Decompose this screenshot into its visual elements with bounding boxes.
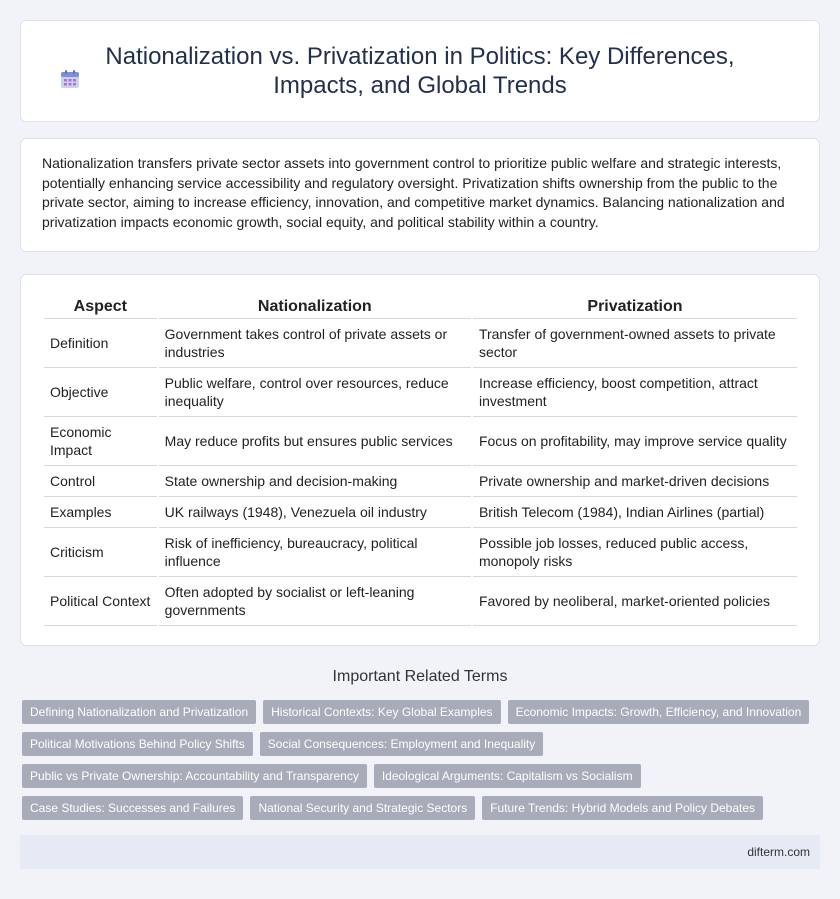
aspect-cell: Political Context [44,577,157,626]
privatization-cell: Increase efficiency, boost competition, attract investment [473,368,797,417]
related-terms-tags [22,700,822,828]
tag-row [22,796,822,820]
related-term-tag[interactable]: Social Consequences: Employment and Inequality [260,732,544,756]
related-terms-title: Important Related Terms [332,668,508,685]
title-wrap [61,42,779,100]
aspect-cell: Criticism [44,528,157,577]
tag-row [22,732,822,756]
privatization-cell: British Telecom (1984), Indian Airlines (partial) [473,497,797,528]
header-aspect: Aspect [44,293,157,319]
nationalization-cell: Government takes control of private assets or industries [159,319,471,368]
site-link[interactable]: difterm.com [747,845,810,859]
nationalization-cell: State ownership and decision-making [159,466,471,497]
related-term-tag[interactable]: Historical Contexts: Key Global Examples [263,700,500,724]
aspect-cell: Economic Impact [44,417,157,466]
table-row [44,319,797,368]
nationalization-cell: May reduce profits but ensures public services [159,417,471,466]
privatization-cell: Possible job losses, reduced public access, monopoly risks [473,528,797,577]
related-term-tag[interactable]: Case Studies: Successes and Failures [22,796,243,820]
nationalization-cell: Often adopted by socialist or left-leaning governments [159,577,471,626]
related-term-tag[interactable]: Ideological Arguments: Capitalism vs Socialism [374,764,641,788]
aspect-cell: Objective [44,368,157,417]
table-row [44,577,797,626]
table-row [44,497,797,528]
header-privatization: Privatization [473,293,797,319]
related-term-tag[interactable]: Economic Impacts: Growth, Efficiency, and Innovation [508,700,810,724]
privatization-cell: Focus on profitability, may improve service quality [473,417,797,466]
related-term-tag[interactable]: Political Motivations Behind Policy Shifts [22,732,253,756]
header-nationalization: Nationalization [159,293,471,319]
tag-row [22,700,822,724]
privatization-cell: Favored by neoliberal, market-oriented policies [473,577,797,626]
table-row [44,368,797,417]
aspect-cell: Definition [44,319,157,368]
privatization-cell: Private ownership and market-driven decisions [473,466,797,497]
footer [20,835,820,869]
table-row [44,466,797,497]
table-header-row [44,293,797,319]
comparison-card [20,274,820,646]
related-term-tag[interactable]: Public vs Private Ownership: Accountability and Transparency [22,764,367,788]
nationalization-cell: Risk of inefficiency, bureaucracy, political influence [159,528,471,577]
title-card [20,20,820,122]
aspect-cell: Control [44,466,157,497]
privatization-cell: Transfer of government-owned assets to private sector [473,319,797,368]
comparison-table [42,293,799,626]
related-term-tag[interactable]: National Security and Strategic Sectors [250,796,475,820]
nationalization-cell: Public welfare, control over resources, reduce inequality [159,368,471,417]
related-term-tag[interactable]: Defining Nationalization and Privatization [22,700,256,724]
calendar-icon [59,68,81,90]
page-title: Nationalization vs. Privatization in Politics: Key Differences, Impacts, and Global Trends [105,43,735,99]
aspect-cell: Examples [44,497,157,528]
table-row [44,417,797,466]
nationalization-cell: UK railways (1948), Venezuela oil industry [159,497,471,528]
related-term-tag[interactable]: Future Trends: Hybrid Models and Policy Debates [482,796,763,820]
table-row [44,528,797,577]
summary-card [20,138,820,252]
tag-row [22,764,822,788]
summary-text: Nationalization transfers private sector assets into government control to prioritize public welfare and strategic interests, potentially enhancing service accessibility and regulatory oversight. Privatization shifts ownership from the public to the private sector, aiming to increase efficiency, innovation, and competitive market dynamics. Balancing nationalization and privatization impacts economic growth, social equity, and political stability within a country. [42,155,785,230]
